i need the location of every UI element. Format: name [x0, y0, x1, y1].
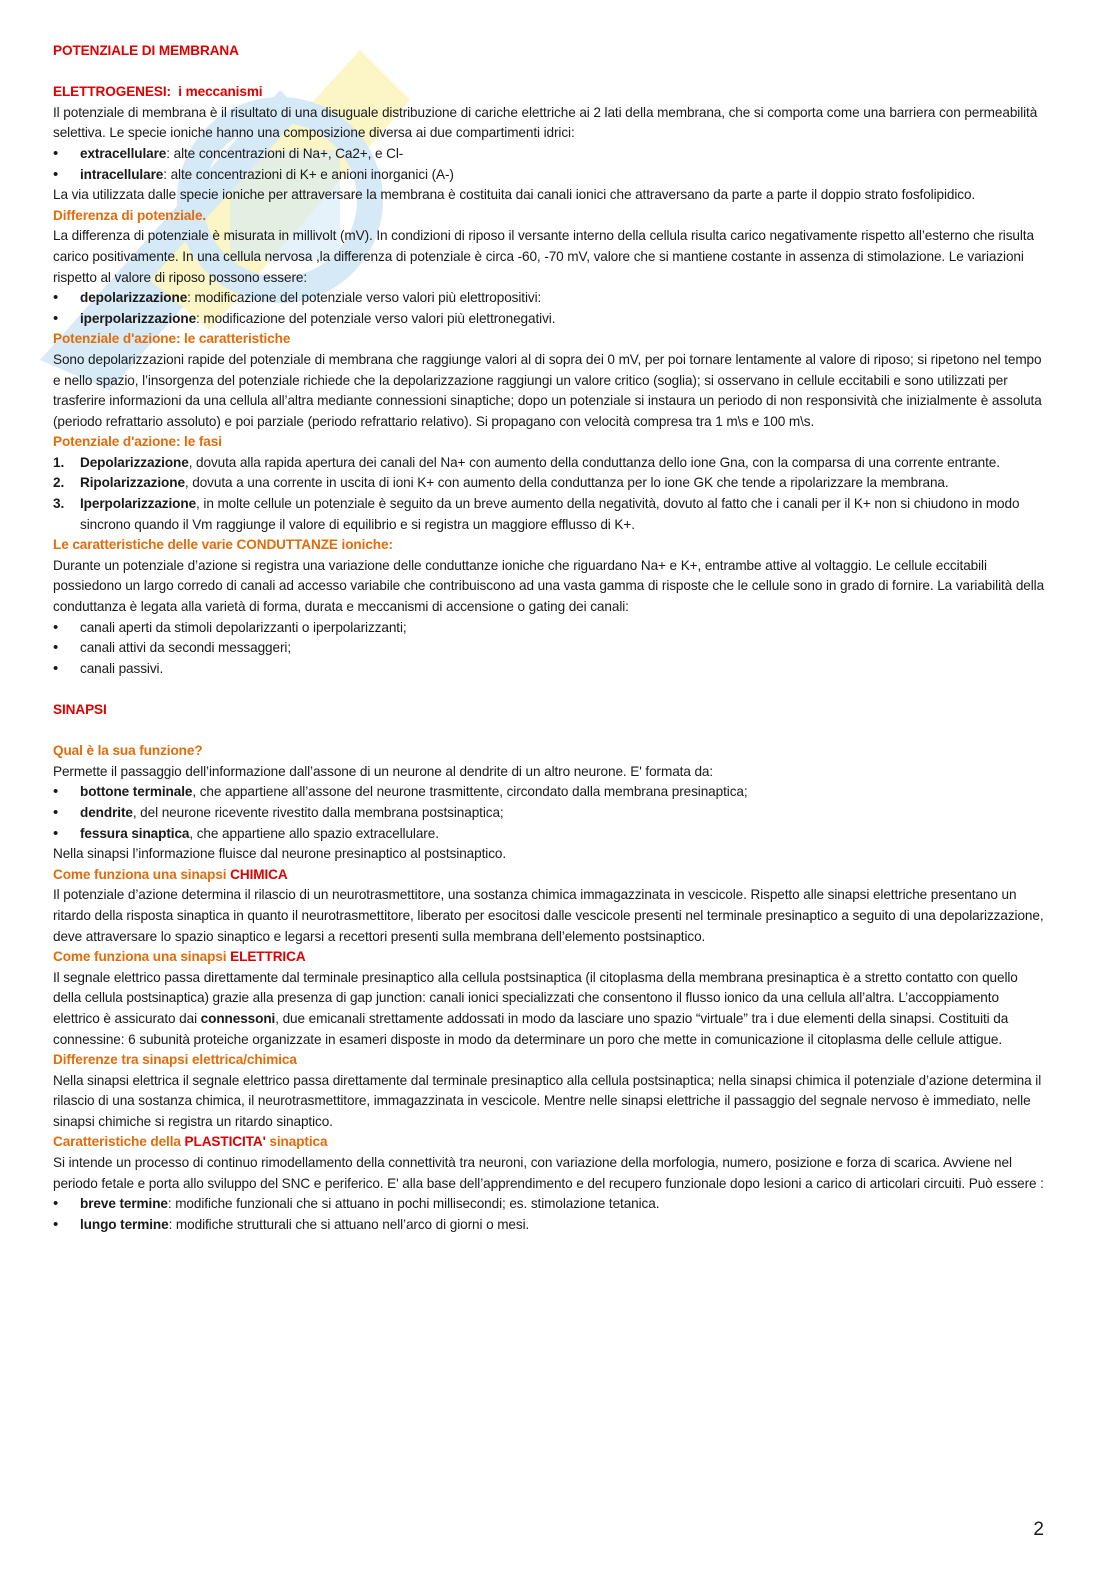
list-item: • lungo termine: modifiche strutturali che si attuano nell’arco di giorni o mesi.	[53, 1215, 1045, 1236]
bullet-list	[53, 144, 1045, 185]
paragraph: La differenza di potenziale è misurata in millivolt (mV). In condizioni di riposo il versante interno della cellula risulta carico negativamente rispetto all’esterno che risulta carico positivamente. In una cellula nervosa ,la differenza di potenziale è circa -60, -70 mV, valore che si mantiene costante in assenza di stimolazione. Le variazioni rispetto al valore di riposo possono essere:	[53, 228, 1034, 285]
paragraph: Durante un potenziale d’azione si registra una variazione delle conduttanze ioniche che riguardano Na+ e K+, entrambe attive al voltaggio. Le cellule eccitabili possiedono un largo corredo di canali ad accesso variabile che contribuiscono ad una vasta gamma di risposte che le cellule sono in grado di fornire. La variabilità della conduttanza è legata alla varietà di forma, durata e meccanismi di accensione o gating dei canali:	[53, 557, 1045, 615]
heading-sinapsi-elettrica: Come funziona una sinapsi ELETTRICA	[53, 949, 306, 965]
section-title-sinapsi: SINAPSI	[53, 702, 107, 717]
bullet-list	[53, 618, 1045, 680]
list-item: • canali attivi da secondi messaggeri;	[53, 638, 1045, 659]
list-item: • intracellulare: alte concentrazioni di K+ e anioni inorganici (A-)	[53, 165, 1045, 186]
list-item: • canali aperti da stimoli depolarizzanti o iperpolarizzanti;	[53, 618, 1045, 639]
heading-sinapsi-chimica: Come funziona una sinapsi CHIMICA	[53, 866, 288, 882]
paragraph: Permette il passaggio dell’informazione dall’assone di un neurone al dendrite di un altro neurone. E' formata da:	[53, 763, 714, 779]
heading-conduttanze: Le caratteristiche delle varie CONDUTTANZE ioniche:	[53, 537, 393, 553]
heading-plasticita: Caratteristiche della PLASTICITA' sinaptica	[53, 1134, 328, 1150]
paragraph: Il segnale elettrico passa direttamente dal terminale presinaptico alla cellula postsinaptica (il citoplasma della membrana presinaptica è a stretto contatto con quello della cellula postsinaptica) grazie alla presenza di gap junction: canali ionici specializzati che consentono il flusso ionico da una cellula all’altra. L’accoppiamento elettrico è assicurato dai connessoni, due emicanali strettamente addossati in modo da lasciare uno spazio “virtuale” tra i due elementi della sinapsi. Costituiti da connessine: 6 subunità proteiche organizzate in esameri disposte in modo da determinare un poro che mette in comunicazione il citoplasma delle cellule attigue.	[53, 969, 1018, 1047]
list-item: • dendrite, del neurone ricevente rivestito dalla membrana postsinaptica;	[53, 803, 1045, 824]
heading-caratteristiche: Potenziale d'azione: le caratteristiche	[53, 331, 291, 347]
paragraph: La via utilizzata dalle specie ioniche per attraversare la membrana è costituita dai canali ionici che attraversano da parte a parte il doppio strato fosfolipidico.	[53, 187, 976, 203]
paragraph: Il potenziale di membrana è il risultato di una disuguale distribuzione di cariche elettriche ai 2 lati della membrana, che si comporta come una barriera con permeabilità selettiva. Le specie ioniche hanno una composizione diversa ai due compartimenti idrici:	[53, 104, 1038, 141]
paragraph: Sono depolarizzazioni rapide del potenziale di membrana che raggiunge valori al di sopra dei 0 mV, per poi tornare lentamente al valore di riposo; si ripetono nel tempo e nello spazio, l’insorgenza del potenziale richiede che la depolarizzazione raggiungi un valore critico (soglia); si osservano in cellule eccitabili e sono utilizzati per trasferire informazioni da una cellula all’altra mediante connessioni sinaptiche; dopo un potenziale si instaura un periodo di non responsività che inizialmente è assoluta (periodo refrattario assoluto) e poi parziale (periodo refrattario relativo). Si propagano con velocità compresa tra 1 m\s e 100 m\s.	[53, 351, 1042, 429]
list-item: • bottone terminale, che appartiene all’assone del neurone trasmittente, circondato dalla membrana presinaptica;	[53, 782, 1045, 803]
paragraph: Nella sinapsi l’informazione fluisce dal neurone presinaptico al postsinaptico.	[53, 846, 507, 862]
bullet-list	[53, 782, 1045, 844]
document-page	[53, 41, 1045, 1235]
page-number: 2	[1033, 1519, 1044, 1540]
paragraph: Nella sinapsi elettrica il segnale elettrico passa direttamente dal terminale presinaptico alla cellula postsinaptica; nella sinapsi chimica il potenziale d’azione determina il rilascio di una sostanza chimica, il neurotrasmettitore, immagazzinata in vescicole. Mentre nelle sinapsi elettriche il passaggio del segnale nervoso è immediato, nelle sinapsi chimiche si registra un ritardo sinaptico.	[53, 1072, 1042, 1129]
list-item: • depolarizzazione: modificazione del potenziale verso valori più elettropositivi:	[53, 288, 1045, 309]
list-item: • breve termine: modifiche funzionali che si attuano in pochi millisecondi; es. stimolazione tetanica.	[53, 1194, 1045, 1215]
list-item: 1. Depolarizzazione, dovuta alla rapida apertura dei canali del Na+ con aumento della conduttanza dello ione Gna, con la comparsa di una corrente entrante.	[53, 454, 1000, 470]
list-item: • iperpolarizzazione: modificazione del potenziale verso valori più elettronegativi.	[53, 309, 1045, 330]
heading-fasi: Potenziale d'azione: le fasi	[53, 434, 222, 450]
heading-differenze: Differenze tra sinapsi elettrica/chimica	[53, 1052, 297, 1068]
bullet-list	[53, 1194, 1045, 1235]
list-item: 3. Iperpolarizzazione, in molte cellule un potenziale è seguito da un breve aumento della negatività, dovuto al fatto che i canali per il K+ non si chiudono in modo sincrono quando il Vm raggiunge il valore di equilibrio e si registra un maggiore efflusso di K+.	[53, 496, 1020, 532]
list-item: 2. Ripolarizzazione, dovuta a una corrente in uscita di ioni K+ con aumento della conduttanza per lo ione GK che tende a ripolarizzare la membrana.	[53, 475, 949, 491]
list-item: • canali passivi.	[53, 659, 1045, 680]
heading-funzione: Qual è la sua funzione?	[53, 743, 203, 759]
numbered-list	[53, 453, 1045, 535]
section-title-potenziale: POTENZIALE DI MEMBRANA	[53, 43, 239, 58]
list-item: • extracellulare: alte concentrazioni di Na+, Ca2+, e Cl-	[53, 144, 1045, 165]
heading-differenza-potenziale: Differenza di potenziale.	[53, 207, 207, 223]
heading-elettrogenesi: ELETTROGENESI: i meccanismi	[53, 84, 263, 100]
paragraph: Il potenziale d’azione determina il rilascio di un neurotrasmettitore, una sostanza chimica immagazzinata in vescicole. Rispetto alle sinapsi elettriche presentano un ritardo della risposta sinaptica in quanto il neurotrasmettitore, liberato per esocitosi dalle vescicole presenti nel terminale presinaptico a seguito di una depolarizzazione, deve attraversare lo spazio sinaptico e legarsi a recettori presenti sulla membrana dell’elemento postsinaptico.	[53, 887, 1044, 944]
bullet-list	[53, 288, 1045, 329]
paragraph: Si intende un processo di continuo rimodellamento della connettività tra neuroni, con variazione della morfologia, numero, posizione e forza di scarica. Avviene nel periodo fetale e porta allo sviluppo del SNC e periferico. E' alla base dell’apprendimento e del recupero funzionale dopo lesioni a carico di articolari circuiti. Può essere :	[53, 1155, 1044, 1191]
list-item: • fessura sinaptica, che appartiene allo spazio extracellulare.	[53, 824, 1045, 845]
